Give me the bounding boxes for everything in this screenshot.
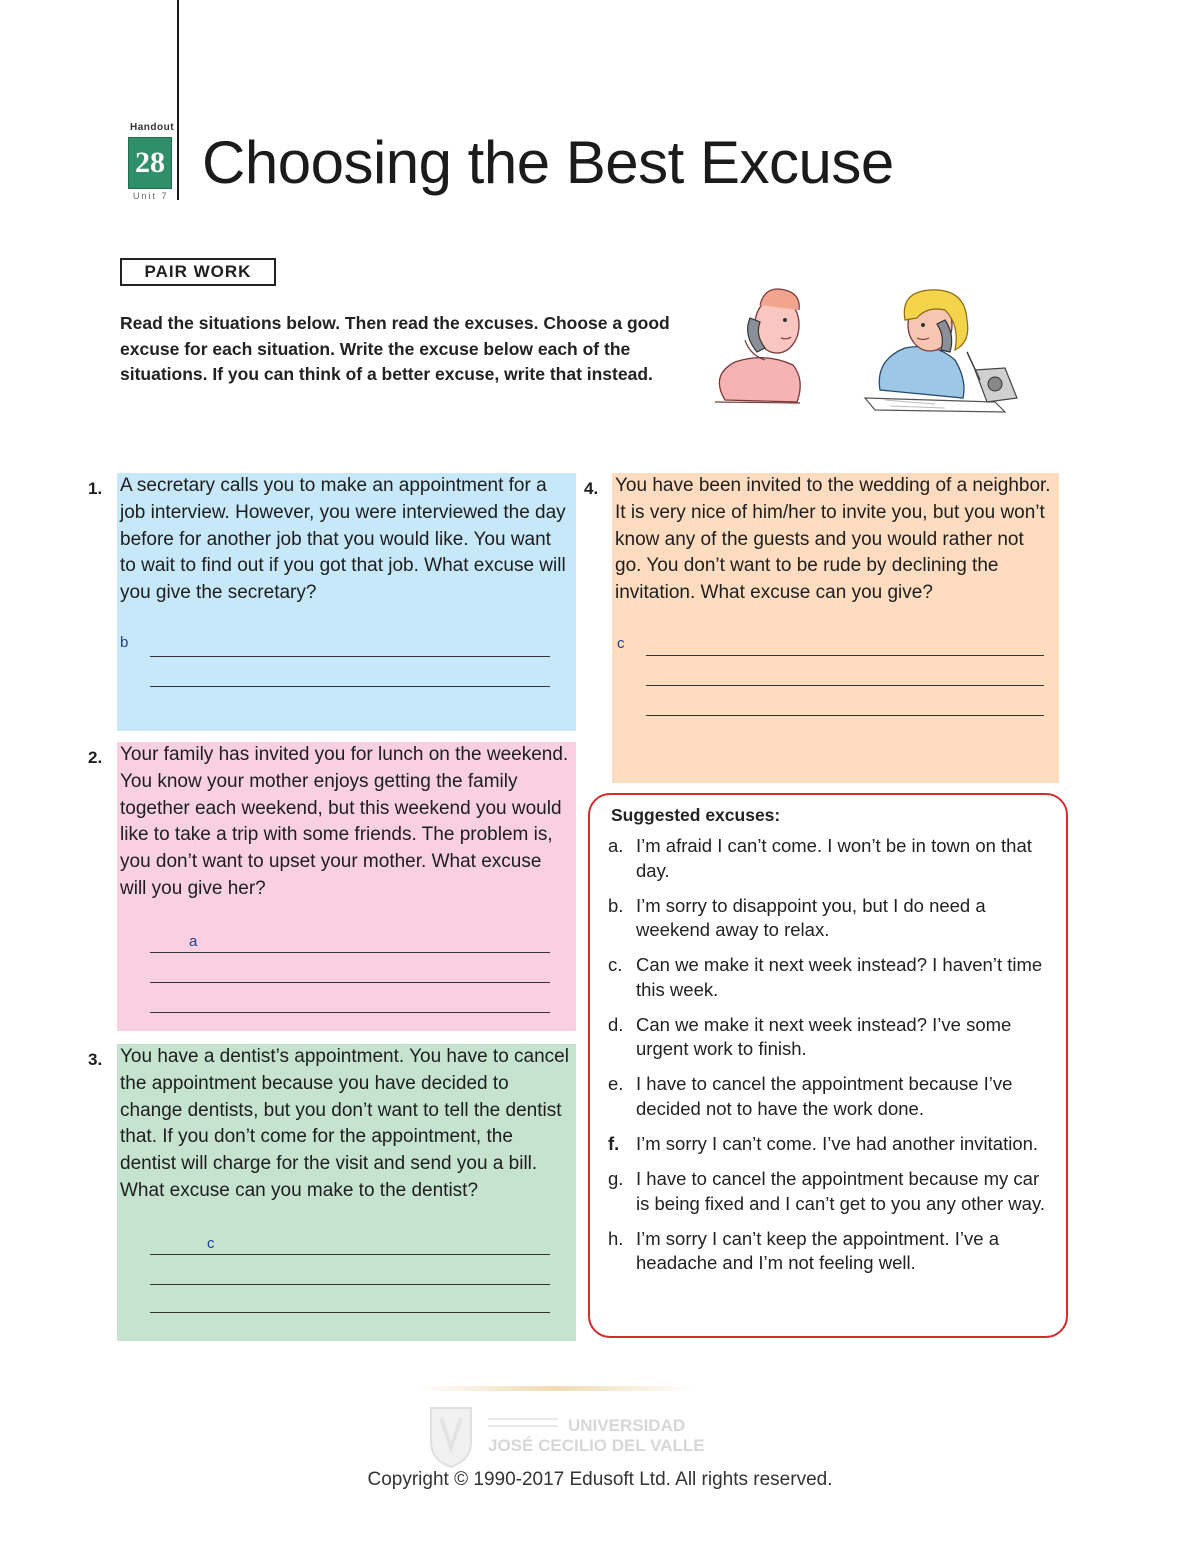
- situation-box-4: [612, 473, 1059, 783]
- excuse-item-c: [608, 953, 1048, 1002]
- answer-line[interactable]: [646, 715, 1044, 716]
- pair-work-badge: PAIR WORK: [120, 258, 276, 286]
- excuse-letter: h.: [608, 1227, 624, 1249]
- excuse-text: I’m sorry to disappoint you, but I do need a weekend away to relax.: [636, 894, 986, 941]
- watermark-bar: [415, 1386, 695, 1391]
- answer-line[interactable]: [150, 952, 550, 953]
- excuse-letter: b.: [608, 894, 624, 916]
- instructions-text: Read the situations below. Then read the excuses. Choose a good excuse for each situation. Write the excuse below each of the situations. If you can think of a better excuse, write that instead.: [120, 313, 670, 384]
- phone-call-illustration-icon: [705, 280, 1060, 420]
- excuse-text: Can we make it next week instead? I haven’t time this week.: [636, 954, 1043, 1000]
- answer-letter: c: [617, 635, 625, 652]
- situation-text: A secretary calls you to make an appointment for a job interview. However, you were interviewed the day before for another job that you would like. You want to wait to find out if you got that job. What excuse will you give the secretary?: [120, 475, 566, 604]
- situation-number-1: 1.: [88, 479, 103, 498]
- situation-box-1: [117, 473, 576, 731]
- copyright-notice: Copyright © 1990-2017 Edusoft Ltd. All rights reserved.: [367, 1469, 833, 1490]
- excuse-letter: a.: [608, 835, 624, 856]
- handout-number: 28: [128, 137, 172, 189]
- suggested-excuses-panel: [588, 793, 1068, 1338]
- excuse-item-g: [608, 1167, 1048, 1216]
- answer-line[interactable]: [150, 1312, 550, 1313]
- answer-line[interactable]: [150, 686, 550, 687]
- excuse-item-f: [608, 1132, 1048, 1157]
- watermark-university-name: JOSÉ CECILIO DEL VALLE: [488, 1436, 705, 1455]
- answer-line[interactable]: [150, 982, 550, 983]
- excuse-text: I’m sorry I can’t keep the appointment. I’ve a headache and I’m not feeling well.: [636, 1227, 999, 1274]
- watermark-lines: [488, 1418, 558, 1432]
- excuse-item-d: [608, 1013, 1048, 1062]
- situation-box-2: [117, 742, 576, 1031]
- answer-line[interactable]: [150, 1254, 550, 1255]
- excuse-item-e: [608, 1072, 1048, 1121]
- situation-number-4: 4.: [584, 479, 599, 498]
- excuse-text: I’m sorry I can’t come. I’ve had another invitation.: [636, 1132, 1039, 1154]
- page-title: Choosing the Best Excuse: [202, 129, 894, 196]
- situation-text: You have been invited to the wedding of a neighbor. It is very nice of him/her to invite you, but you won’t know any of the guests and you would rather not go. You don’t want to be rude by declining the invitation. What excuse can you give?: [615, 475, 1051, 604]
- answer-line[interactable]: [646, 685, 1044, 686]
- situation-box-3: [117, 1044, 576, 1341]
- excuse-letter: e.: [608, 1073, 624, 1095]
- header-divider: [177, 0, 179, 200]
- excuse-letter: f.: [608, 1132, 620, 1154]
- excuse-letter: g.: [608, 1168, 624, 1190]
- situation-text: You have a dentist’s appointment. You have to cancel the appointment because you have decided to change dentists, but you don’t want to tell the dentist that. If you don’t come for the appointment, the dentist will charge for the visit and send you a bill. What excuse can you make to the dentist?: [120, 1046, 569, 1201]
- handout-label: Handout: [130, 122, 175, 133]
- excuse-text: I have to cancel the appointment because my car is being fixed and I can’t get to you any other way.: [636, 1168, 1045, 1214]
- answer-letter: a: [189, 933, 198, 950]
- university-shield-icon: [426, 1404, 476, 1470]
- excuse-letter: d.: [608, 1013, 624, 1035]
- answer-line[interactable]: [150, 1012, 550, 1013]
- excuse-item-h: [608, 1227, 1048, 1276]
- answer-letter: c: [207, 1235, 215, 1252]
- situation-number-3: 3.: [88, 1050, 103, 1069]
- excuse-item-a: [608, 834, 1048, 883]
- answer-line[interactable]: [150, 1284, 550, 1285]
- excuse-text: I’m afraid I can’t come. I won’t be in town on that day.: [636, 835, 1032, 881]
- watermark-university: UNIVERSIDAD: [568, 1416, 686, 1435]
- excuse-text: I have to cancel the appointment because I’ve decided not to have the work done.: [636, 1073, 1013, 1119]
- answer-line[interactable]: [646, 655, 1044, 656]
- excuse-letter: c.: [608, 954, 623, 976]
- situation-text: Your family has invited you for lunch on the weekend. You know your mother enjoys getting the family together each weekend, but this weekend you would like to take a trip with some friends. The problem is, you don’t want to upset your mother. What excuse will you give her?: [120, 744, 569, 899]
- answer-line[interactable]: [150, 656, 550, 657]
- excuse-text: Can we make it next week instead? I’ve some urgent work to finish.: [636, 1013, 1012, 1060]
- answer-letter: b: [120, 634, 129, 651]
- excuse-item-b: [608, 894, 1048, 943]
- unit-label: Unit 7: [133, 191, 169, 201]
- situation-number-2: 2.: [88, 748, 103, 767]
- suggested-excuses-heading: Suggested excuses:: [611, 805, 781, 825]
